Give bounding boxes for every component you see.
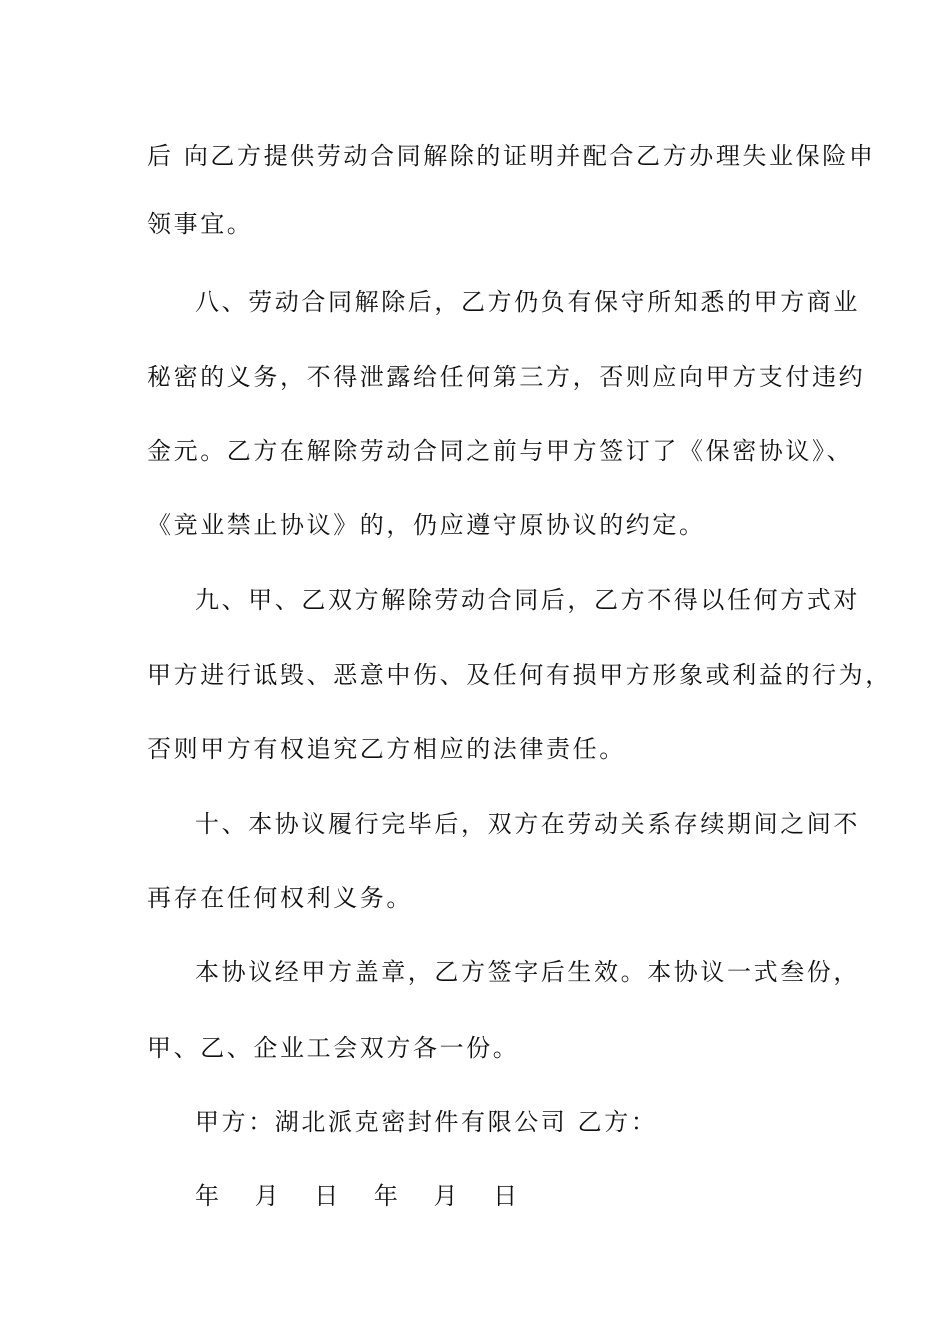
clause-9-line-1: 九、甲、乙双方解除劳动合同后，乙方不得以任何方式对	[195, 586, 860, 614]
clause-9-line-2: 甲方进行诋毁、恶意中伤、及任何有损甲方形象或利益的行为，	[147, 661, 892, 689]
clause-8-line-1: 八、劳动合同解除后，乙方仍负有保守所知悉的甲方商业	[195, 288, 860, 316]
signature-date-line: 年 月 日 年 月 日	[195, 1182, 532, 1210]
signature-parties-line: 甲方：湖北派克密封件有限公司 乙方：	[195, 1108, 658, 1136]
clause-8-line-4: 《竞业禁止协议》的，仍应遵守原协议的约定。	[147, 511, 706, 539]
effect-line-1: 本协议经甲方盖章，乙方签字后生效。本协议一式叁份，	[195, 958, 860, 986]
clause-9-line-3: 否则甲方有权追究乙方相应的法律责任。	[147, 735, 626, 763]
clause-8-line-2: 秘密的义务，不得泄露给任何第三方，否则应向甲方支付违约	[147, 363, 866, 391]
text-line-2: 领事宜。	[147, 210, 254, 238]
clause-8-line-3: 金元。乙方在解除劳动合同之前与甲方签订了《保密协议》、	[147, 437, 854, 465]
text-line-1: 后 向乙方提供劳动合同解除的证明并配合乙方办理失业保险申	[147, 142, 876, 170]
clause-10-line-1: 十、本协议履行完毕后，双方在劳动关系存续期间之间不	[195, 810, 860, 838]
clause-10-line-2: 再存在任何权利义务。	[147, 884, 413, 912]
effect-line-2: 甲、乙、企业工会双方各一份。	[147, 1034, 520, 1062]
